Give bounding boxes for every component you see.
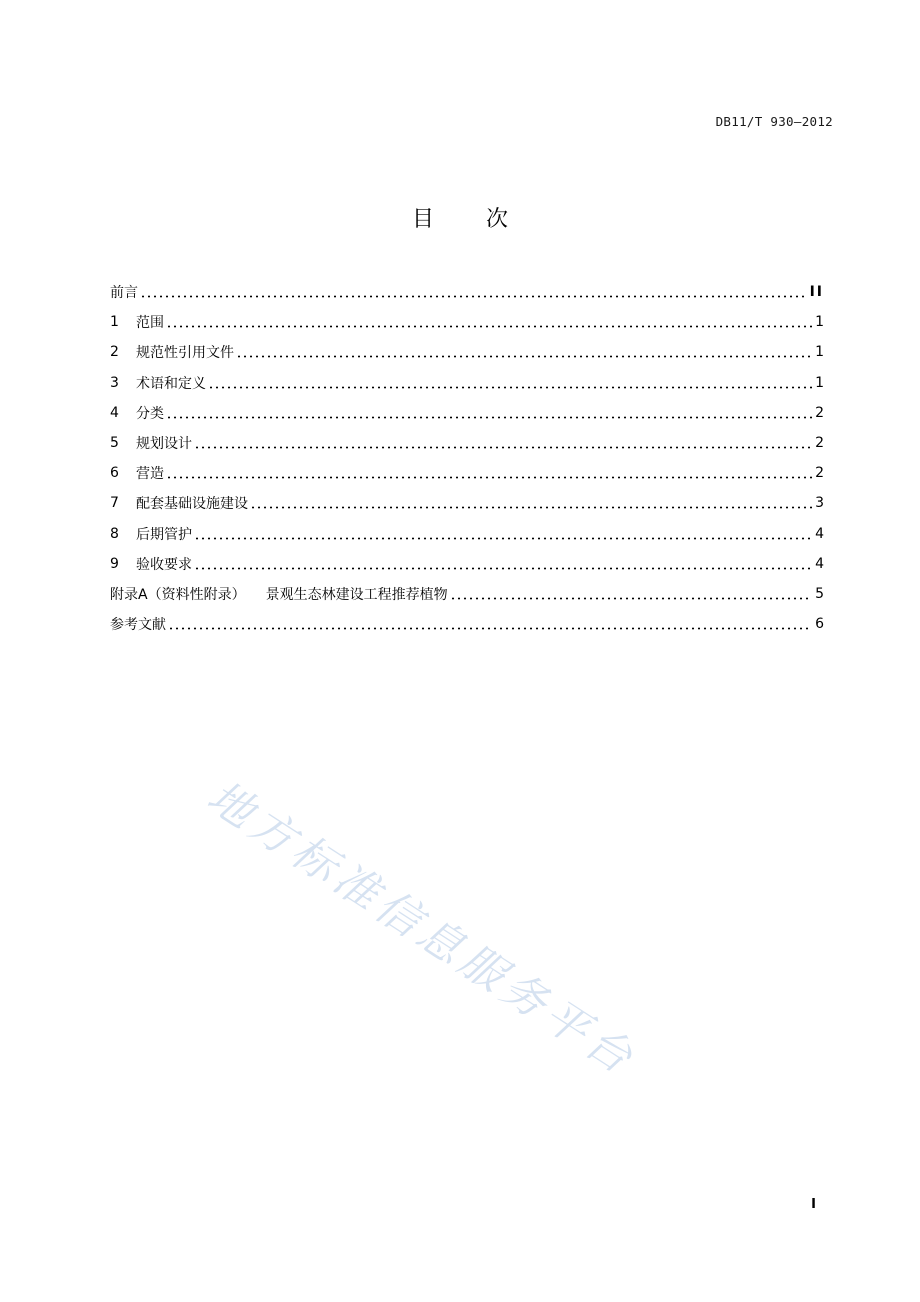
toc-entry-page: II bbox=[809, 284, 824, 301]
toc-entry-number: 7 bbox=[110, 495, 119, 512]
toc-entry-label: 参考文献 bbox=[110, 617, 166, 634]
toc-entry-page: 6 bbox=[815, 616, 824, 633]
toc-entry-8[interactable] bbox=[110, 519, 824, 549]
title-char-2: 次 bbox=[486, 207, 509, 232]
toc-entry-number: 2 bbox=[110, 344, 119, 361]
appendix-designation: 附录A（资料性附录） bbox=[110, 586, 246, 603]
toc-entry-label: 后期管护 bbox=[136, 526, 192, 543]
toc-entry-label: 验收要求 bbox=[136, 556, 192, 573]
document-code: DB11/T 930—2012 bbox=[715, 114, 833, 129]
dot-leader bbox=[208, 376, 812, 390]
dot-leader bbox=[166, 466, 812, 480]
dot-leader bbox=[194, 527, 812, 541]
toc-entry-label: 分类 bbox=[136, 405, 164, 422]
toc-entry-2[interactable] bbox=[110, 337, 824, 367]
title-char-1: 目 bbox=[411, 207, 434, 232]
toc-entry-6[interactable] bbox=[110, 458, 824, 488]
dot-leader bbox=[166, 315, 812, 329]
dot-leader bbox=[194, 436, 812, 450]
page-number: I bbox=[811, 1197, 816, 1212]
toc-entry-number: 1 bbox=[110, 314, 119, 331]
toc-entry-1[interactable] bbox=[110, 307, 824, 337]
dot-leader bbox=[194, 557, 812, 571]
toc-entry-number: 9 bbox=[110, 555, 119, 572]
toc-entry-number: 4 bbox=[110, 404, 119, 421]
toc-entry-label: 配套基础设施建设 bbox=[136, 496, 248, 513]
page-title bbox=[0, 202, 920, 233]
toc-entry-label bbox=[110, 584, 448, 604]
toc-entry-page: 1 bbox=[815, 314, 824, 331]
toc-entry-label: 规范性引用文件 bbox=[136, 345, 234, 362]
toc-entry-3[interactable] bbox=[110, 368, 824, 398]
toc-entry-page: 1 bbox=[815, 374, 824, 391]
toc-entry-page: 5 bbox=[815, 585, 824, 602]
toc-entry-label: 前言 bbox=[110, 285, 138, 302]
toc-entry-4[interactable] bbox=[110, 398, 824, 428]
table-of-contents bbox=[110, 277, 824, 639]
toc-entry-page: 2 bbox=[815, 465, 824, 482]
dot-leader bbox=[140, 285, 808, 299]
toc-entry-number: 8 bbox=[110, 525, 119, 542]
toc-entry-page: 1 bbox=[815, 344, 824, 361]
toc-entry-page: 4 bbox=[815, 555, 824, 572]
toc-entry-label: 规划设计 bbox=[136, 436, 192, 453]
toc-entry-label: 营造 bbox=[136, 466, 164, 483]
toc-entry-5[interactable] bbox=[110, 428, 824, 458]
toc-entry-page: 4 bbox=[815, 525, 824, 542]
toc-entry-number: 3 bbox=[110, 374, 119, 391]
toc-entry-appendix-a[interactable] bbox=[110, 579, 824, 609]
toc-entry-page: 2 bbox=[815, 404, 824, 421]
toc-entry-label: 范围 bbox=[136, 315, 164, 332]
toc-entry-label: 术语和定义 bbox=[136, 375, 206, 392]
toc-entry-number: 5 bbox=[110, 435, 119, 452]
dot-leader bbox=[250, 496, 812, 510]
toc-entry-page: 2 bbox=[815, 435, 824, 452]
toc-entry-9[interactable] bbox=[110, 549, 824, 579]
appendix-title: 景观生态林建设工程推荐植物 bbox=[265, 586, 448, 603]
dot-leader bbox=[450, 587, 812, 601]
toc-entry-page: 3 bbox=[815, 495, 824, 512]
toc-entry-references[interactable] bbox=[110, 609, 824, 639]
watermark: 地方标准信息服务平台 bbox=[198, 771, 646, 1087]
dot-leader bbox=[166, 406, 812, 420]
toc-entry-foreword[interactable] bbox=[110, 277, 824, 307]
toc-entry-7[interactable] bbox=[110, 488, 824, 518]
dot-leader bbox=[168, 617, 812, 631]
toc-entry-number: 6 bbox=[110, 465, 119, 482]
dot-leader bbox=[236, 345, 812, 359]
